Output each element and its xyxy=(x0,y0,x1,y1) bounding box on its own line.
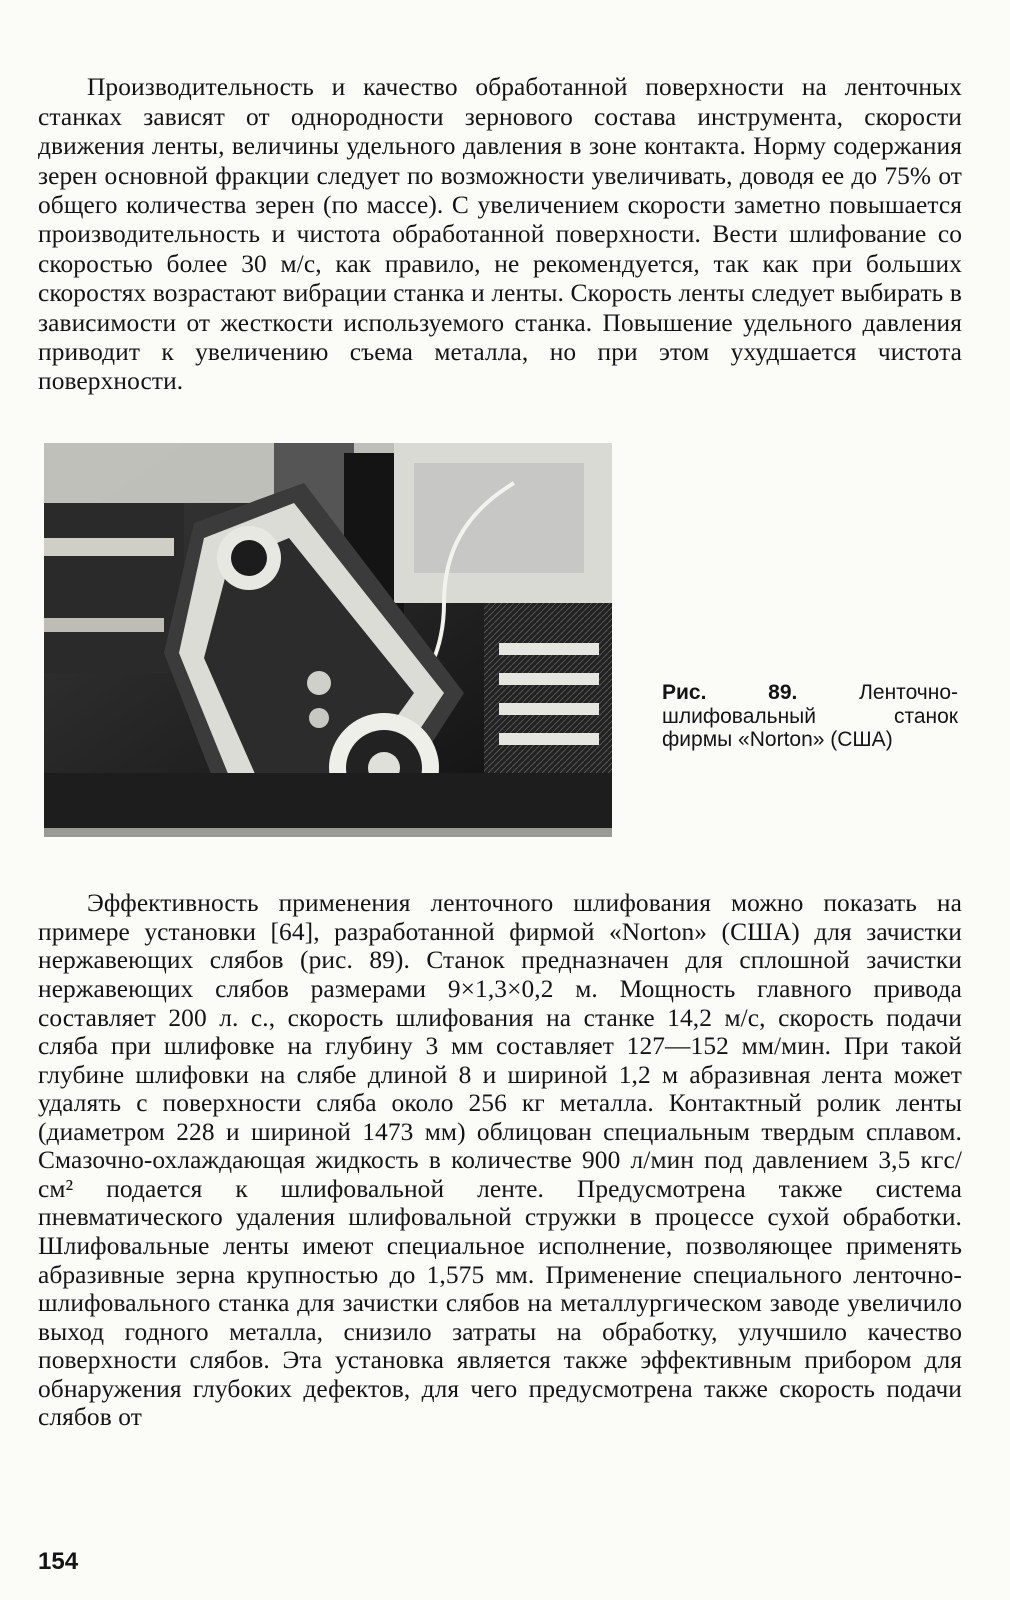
machine-photo-illustration xyxy=(44,443,612,837)
figure-caption-text: Ленточно-шлифовальный станок фирмы «Norton» (США) xyxy=(662,681,958,751)
figure-caption xyxy=(662,681,958,752)
figure-photo-belt-grinder xyxy=(44,443,612,837)
body-paragraph: Производительность и качество обработанной поверхности на ленточных станках зависят от однородности зернового состава инструмента, скорости движения ленты, величины удельного давления в зоне контакта. Норму содержания зерен основной фракции следует по возможности увеличивать, доводя ее до 75% от общего количества зерен (по массе). С увеличением скорости заметно повышается производительность и чистота обработанной поверхности. Вести шлифование со скоростью более 30 м/с, как правило, не рекомендуется, так как при больших скоростях возрастают вибрации станка и ленты. Скорость ленты следует выбирать в зависимости от жесткости используемого станка. Повышение удельного давления приводит к увеличению съема металла, но при этом ухудшается чистота поверхности. xyxy=(38,73,962,396)
figure-number: Рис. 89. xyxy=(662,681,798,704)
page-number: 154 xyxy=(38,1548,79,1575)
body-paragraph: Эффективность применения ленточного шлифования можно показать на примере установки [64], разработанной фирмой «Norton» (США) для зачистки нержавеющих слябов (рис. 89). Станок предназначен для сплошной зачистки нержавеющих слябов размерами 9×1,3×0,2 м. Мощность главного привода составляет 200 л. с., скорость шлифования на станке 14,2 м/с, скорость подачи сляба при шлифовке на глубину 3 мм составляет 127—152 мм/мин. При такой глубине шлифовки на слябе длиной 8 и шириной 1,2 м абразивная лента может удалять с поверхности сляба около 256 кг металла. Контактный ролик ленты (диаметром 228 и шириной 1473 мм) облицован специальным твердым сплавом. Смазочно-охлаждающая жидкость в количестве 900 л/мин под давлением 3,5 кгс/см² подается к шлифовальной ленте. Предусмотрена также система пневматического удаления шлифовальной стружки в процессе сухой обработки. Шлифовальные ленты имеют специальное исполнение, позволяющее применять абразивные зерна крупностью до 1,575 мм. Применение специального ленточно-шлифовального станка для зачистки слябов на металлургическом заводе увеличило выход годного металла, снизило затраты на обработку, улучшило качество поверхности слябов. Эта установка является также эффективным прибором для обнаружения глубоких дефектов, для чего предусмотрена также скорость подачи слябов от xyxy=(38,889,962,1432)
